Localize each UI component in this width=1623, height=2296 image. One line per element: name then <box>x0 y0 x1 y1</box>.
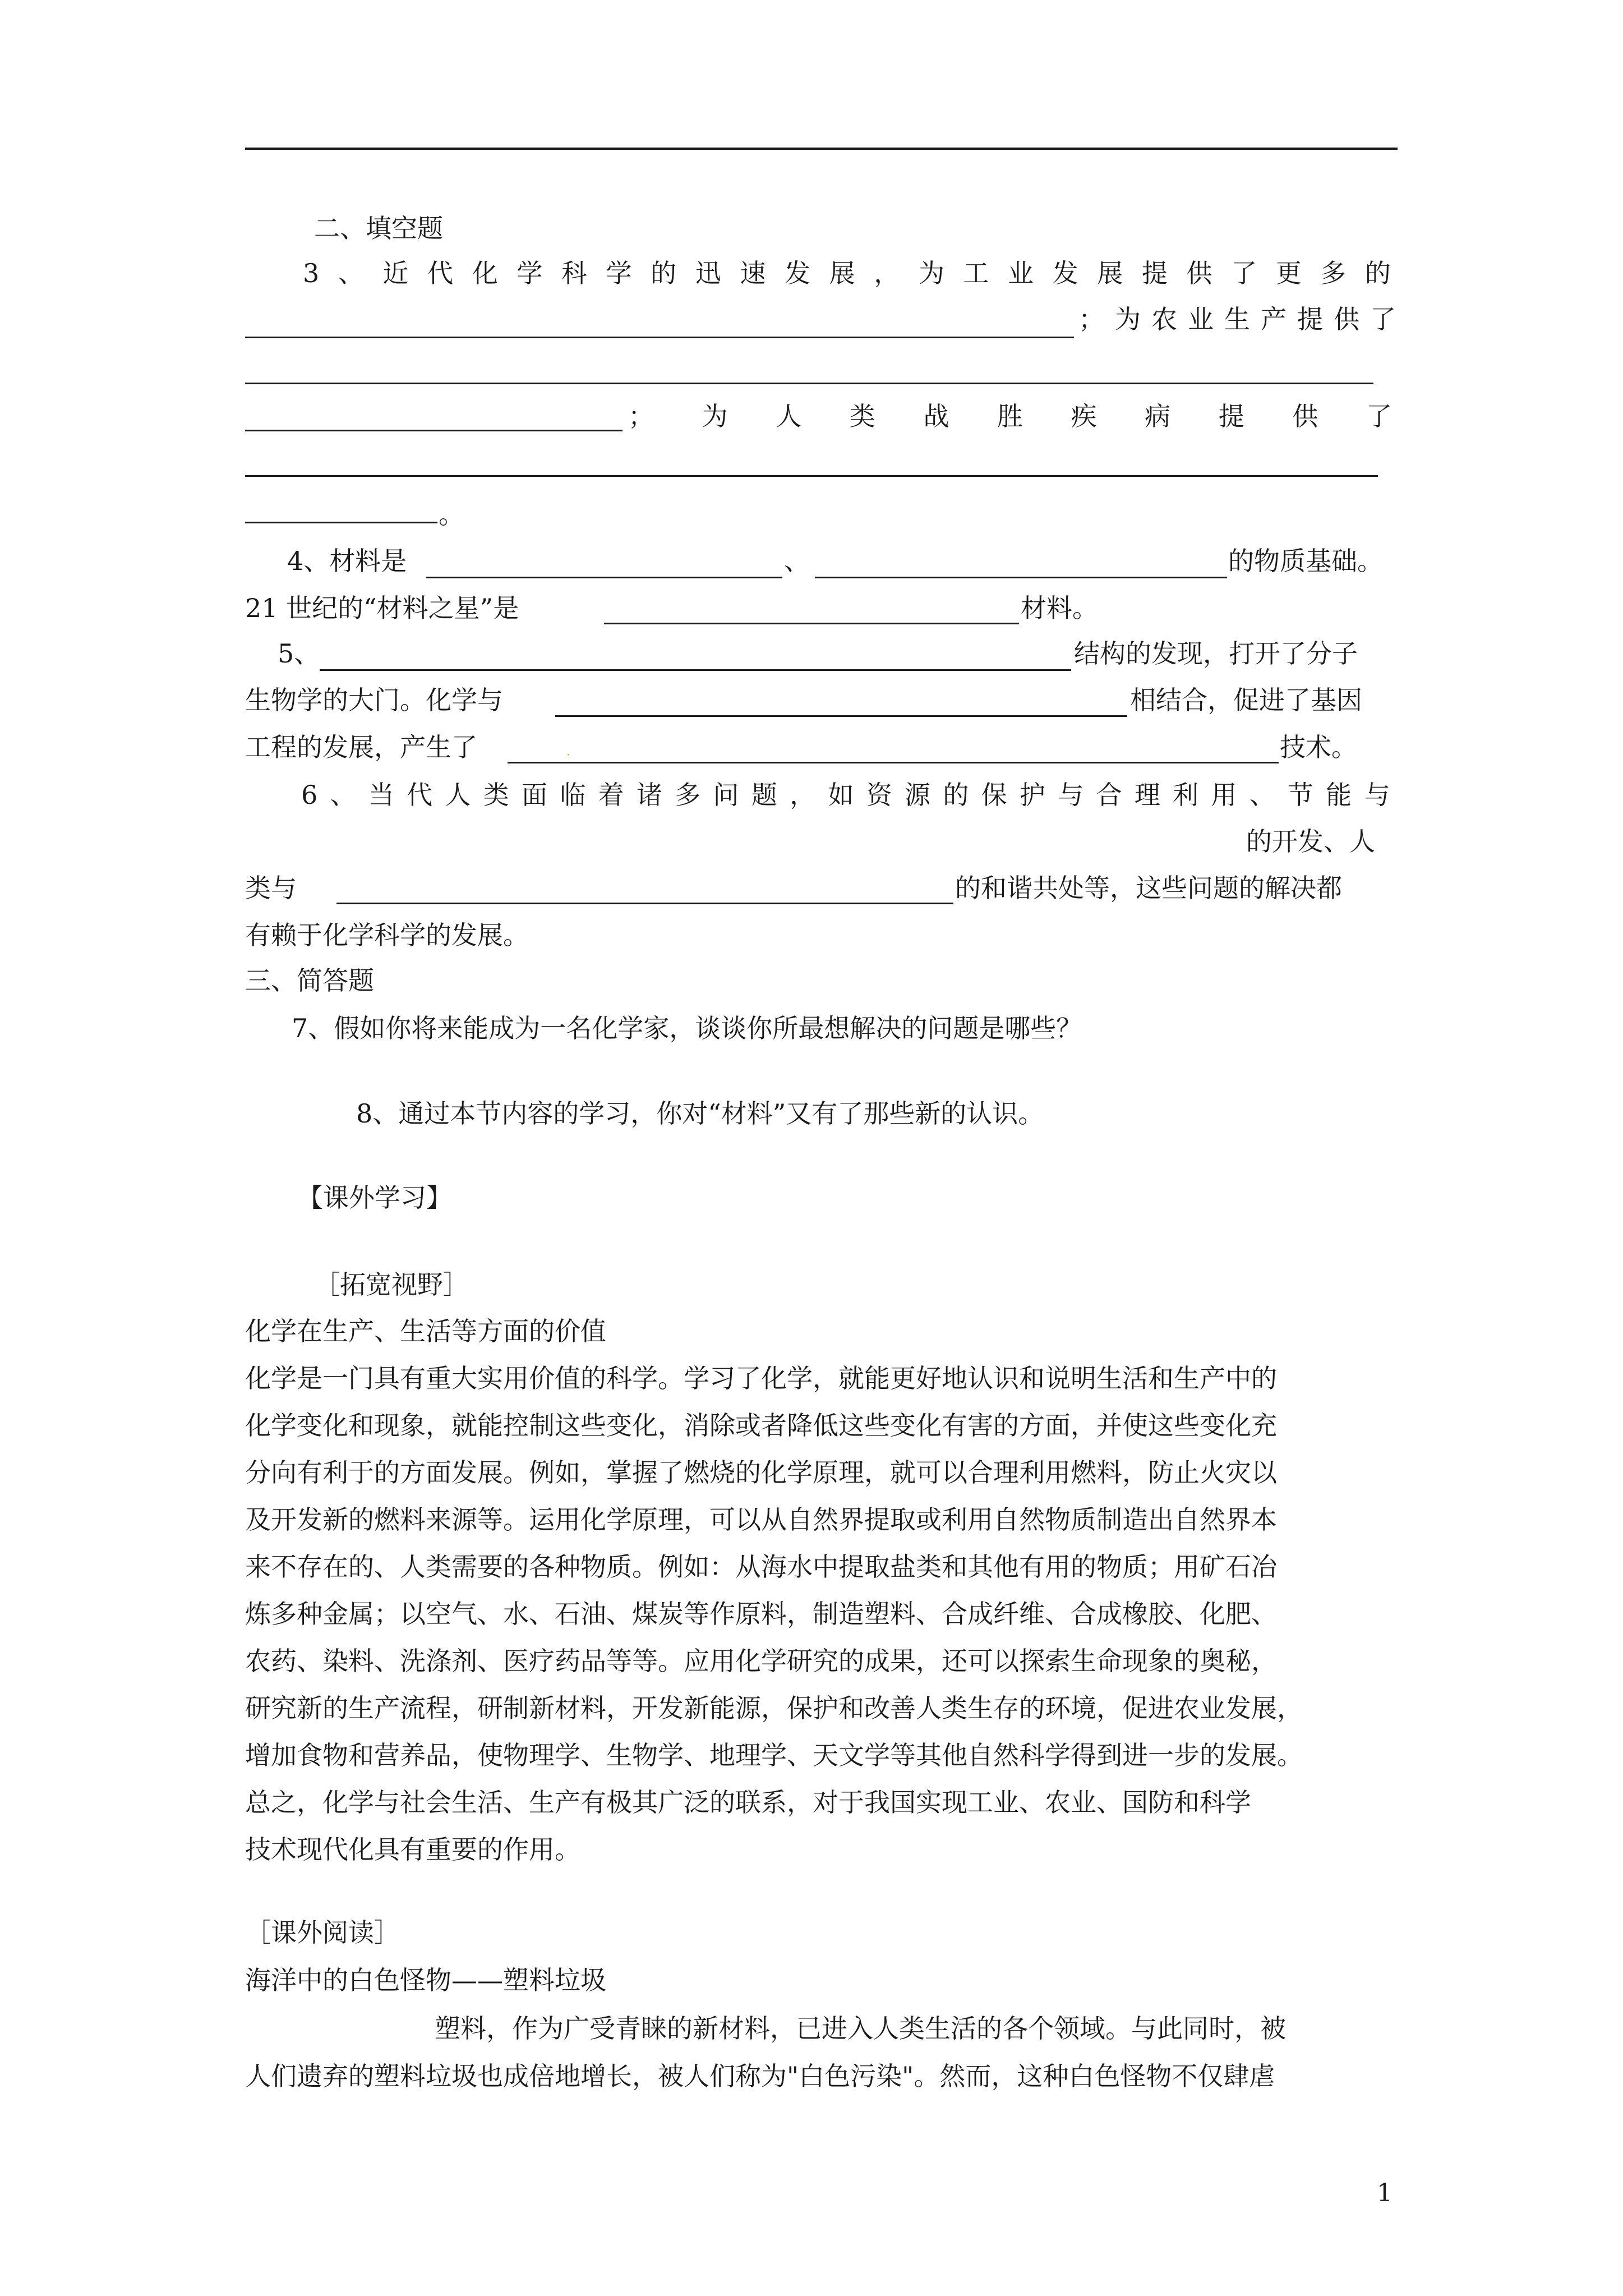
reading-paragraph-line: 人们遗弃的塑料垃圾也成倍地增长，被人们称为"白色污染"。然而，这种白色怪物不仅肆虐 <box>245 2061 1275 2091</box>
question-6-char: 用 <box>1211 780 1237 810</box>
extracurricular-heading: 【课外学习】 <box>297 1182 452 1213</box>
question-6-char: 源 <box>905 780 931 810</box>
value-paragraph-line: 分向有利于的方面发展。例如，掌握了燃烧的化学原理，就可以合理利用燃料，防止火灾以 <box>245 1457 1277 1488</box>
question-3-char: 发 <box>784 258 810 288</box>
question-3-char: 更 <box>1275 258 1302 288</box>
question-5-prefix: 5、 <box>278 638 320 669</box>
header-rule <box>245 148 1398 150</box>
value-paragraph-line: 研究新的生产流程，研制新材料，开发新能源，保护和改善人类生存的环境，促进农业发展， <box>245 1693 1303 1723</box>
question-6-char: 诸 <box>636 780 662 810</box>
question-3-char: 供 <box>1186 258 1212 288</box>
question-3-char: 为 <box>702 401 728 431</box>
question-6-char: 人 <box>445 780 471 810</box>
answer-blank-4c <box>604 623 1019 624</box>
answer-blank-3e <box>245 522 437 523</box>
question-6-char: 与 <box>1364 780 1390 810</box>
question-3-char: 化 <box>472 258 498 288</box>
question-6-char: 、 <box>330 780 356 810</box>
value-paragraph-line: 炼多种金属；以空气、水、石油、煤炭等作原料，制造塑料、合成纤维、合成橡胶、化肥、 <box>245 1599 1277 1629</box>
value-paragraph-line: 化学是一门具有重大实用价值的科学。学习了化学，就能更好地认识和说明生活和生产中的 <box>245 1363 1277 1393</box>
question-3-char: 战 <box>923 401 949 431</box>
page-number: 1 <box>1377 2179 1393 2207</box>
question-3-line-2: ；为农业生产提供了 <box>1078 304 1407 334</box>
question-6-char: 资 <box>866 780 892 810</box>
question-3-char: 提 <box>1218 401 1244 431</box>
stray-dot-mark: · <box>566 748 570 761</box>
value-paragraph-line: 来不存在的、人类需要的各种物质。例如：从海水中提取盐类和其他有用的物质；用矿石冶 <box>245 1552 1277 1582</box>
question-6-char: 与 <box>1058 780 1084 810</box>
question-5-line-3-suffix: 技术。 <box>1280 732 1357 762</box>
question-3-char: 3 <box>303 258 320 288</box>
question-3-line-4 <box>628 399 1392 433</box>
question-6-char: 利 <box>1173 780 1199 810</box>
question-3-end-mark: 。 <box>439 499 464 530</box>
answer-blank-3d <box>245 475 1378 477</box>
question-3-char: 科 <box>561 258 587 288</box>
answer-blank-3b <box>245 383 1373 384</box>
question-6-char: 着 <box>598 780 624 810</box>
value-paragraph-line: 技术现代化具有重要的作用。 <box>245 1834 580 1865</box>
section-heading-fill-in: 二、填空题 <box>314 213 443 243</box>
question-6-char: 保 <box>981 780 1007 810</box>
question-3-char: 疾 <box>1071 401 1097 431</box>
question-3-char: 人 <box>776 401 802 431</box>
question-3-char: 、 <box>338 258 364 288</box>
value-paragraph-line: 及开发新的燃料来源等。运用化学原理，可以从自然界提取或利用自然物质制造出自然界本 <box>245 1504 1277 1535</box>
answer-blank-3c <box>245 430 623 431</box>
question-6-line-2: 的开发、人 <box>1246 826 1375 857</box>
reading-title: 海洋中的白色怪物——塑料垃圾 <box>245 1965 606 1995</box>
question-6-char: 当 <box>368 780 394 810</box>
value-paragraph-line: 化学变化和现象，就能控制这些变化，消除或者降低这些变化有害的方面，并使这些变化充 <box>245 1410 1277 1441</box>
question-6-char: 如 <box>828 780 854 810</box>
question-6-char: 6 <box>301 780 318 810</box>
reading-paragraph-line: 塑料，作为广受青睐的新材料，已进入人类生活的各个领域。与此同时，被 <box>435 2013 1286 2044</box>
question-3-char: 供 <box>1292 401 1318 431</box>
question-3-char: 代 <box>427 258 454 288</box>
question-8: 8、通过本节内容的学习，你对“材料”又有了那些新的认识。 <box>356 1098 1044 1129</box>
question-6-char: 护 <box>1019 780 1045 810</box>
question-3-char: 工 <box>963 258 989 288</box>
question-6-char: 类 <box>483 780 509 810</box>
question-6-char: 面 <box>522 780 548 810</box>
answer-blank-6 <box>336 903 953 904</box>
question-6-char: 临 <box>560 780 586 810</box>
question-5-line-3-prefix: 工程的发展，产生了 <box>245 732 477 762</box>
answer-blank-4a <box>426 577 782 578</box>
question-6-char: 合 <box>1096 780 1122 810</box>
question-6-line-3-suffix: 的和谐共处等，这些问题的解决都 <box>955 873 1342 903</box>
question-5-suffix: 结构的发现，打开了分子 <box>1074 638 1358 669</box>
question-3-line-1 <box>303 256 1391 290</box>
question-3-char: 提 <box>1141 258 1168 288</box>
question-7: 7、假如你将来能成为一名化学家，谈谈你所最想解决的问题是哪些？ <box>292 1013 1082 1043</box>
question-6-line-4: 有赖于化学科学的发展。 <box>245 920 529 950</box>
question-3-char: 病 <box>1145 401 1171 431</box>
question-3-char: 近 <box>382 258 409 288</box>
value-title: 化学在生产、生活等方面的价值 <box>245 1316 606 1346</box>
question-3-char: 展 <box>829 258 855 288</box>
question-5-line-2-prefix: 生物学的大门。化学与 <box>245 685 503 715</box>
question-6-line-3-prefix: 类与 <box>245 873 297 903</box>
reading-heading: ［课外阅读］ <box>245 1917 400 1948</box>
question-6-char: 题 <box>751 780 777 810</box>
value-paragraph-line: 总之，化学与社会生活、生产有极其广泛的联系，对于我国实现工业、农业、国防和科学 <box>245 1787 1251 1818</box>
question-3-char: 了 <box>1366 401 1392 431</box>
question-6-line-1 <box>301 778 1390 812</box>
question-6-char: 、 <box>1249 780 1275 810</box>
answer-blank-5c <box>508 762 1279 763</box>
question-3-char: 学 <box>517 258 543 288</box>
question-3-char: 发 <box>1052 258 1078 288</box>
value-paragraph-line: 增加食物和营养品，使物理学、生物学、地理学、天文学等其他自然科学得到进一步的发展。 <box>245 1740 1303 1770</box>
question-3-char: 速 <box>740 258 766 288</box>
question-3-char: 的 <box>651 258 677 288</box>
question-6-char: 代 <box>407 780 433 810</box>
question-3-char: 的 <box>1364 258 1391 288</box>
question-3-char: 多 <box>1320 258 1347 288</box>
question-3-char: ， <box>874 258 900 288</box>
question-4-line-2-suffix: 材料。 <box>1021 593 1098 623</box>
answer-blank-5a <box>320 669 1071 671</box>
question-3-char: 学 <box>606 258 632 288</box>
question-3-char: 为 <box>918 258 944 288</box>
question-4-separator: 、 <box>784 546 810 576</box>
section-heading-short-answer: 三、简答题 <box>245 965 374 996</box>
question-3-char: 业 <box>1008 258 1034 288</box>
question-3-char: 胜 <box>997 401 1023 431</box>
question-6-char: 能 <box>1326 780 1352 810</box>
question-6-char: 节 <box>1288 780 1313 810</box>
question-6-char: 问 <box>713 780 739 810</box>
question-3-char: ； <box>628 401 654 431</box>
question-6-char: ， <box>790 780 816 810</box>
answer-blank-3a <box>245 337 1074 338</box>
value-paragraph-line: 农药、染料、洗涤剂、医疗药品等等。应用化学研究的成果，还可以探索生命现象的奥秘， <box>245 1646 1277 1676</box>
question-6-char: 多 <box>675 780 701 810</box>
question-4-suffix: 的物质基础。 <box>1228 546 1383 576</box>
answer-blank-5b <box>555 715 1127 717</box>
question-3-char: 类 <box>849 401 875 431</box>
answer-blank-4b <box>815 577 1227 578</box>
question-5-line-2-suffix: 相结合，促进了基因 <box>1130 685 1362 715</box>
question-3-char: 迅 <box>695 258 721 288</box>
question-3-char: 展 <box>1097 258 1123 288</box>
question-6-char: 的 <box>943 780 969 810</box>
broaden-heading: ［拓宽视野］ <box>314 1269 469 1300</box>
question-4-line-2-prefix: 21 世纪的“材料之星”是 <box>245 593 519 623</box>
question-3-char: 了 <box>1231 258 1257 288</box>
question-4-prefix: 4、材料是 <box>287 546 407 576</box>
question-6-char: 理 <box>1134 780 1160 810</box>
